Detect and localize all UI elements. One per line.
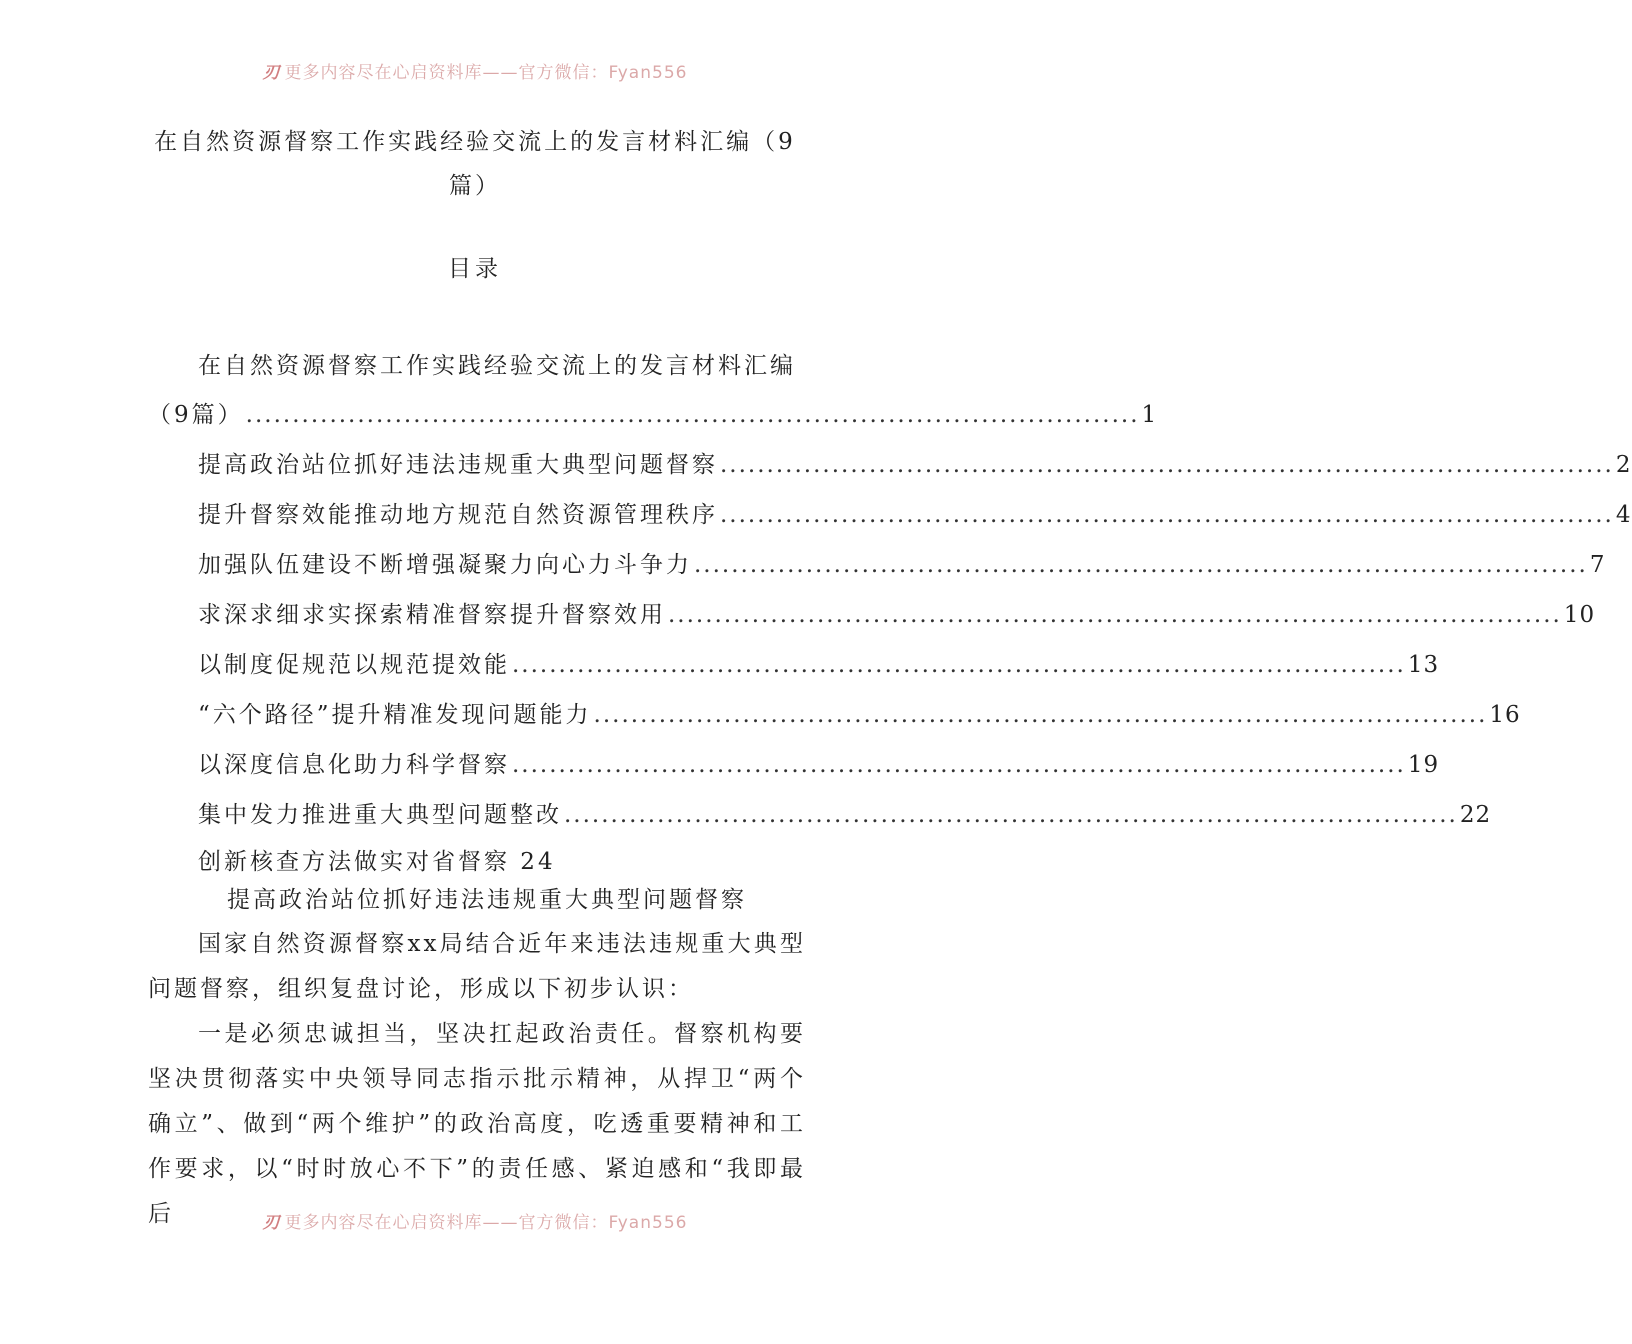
toc-entry-title: 以深度信息化助力科学督察: [198, 752, 510, 778]
watermark-logo: 刃: [262, 1213, 281, 1233]
toc-entry[interactable]: [148, 590, 1596, 640]
body-paragraph: 国家自然资源督察xx局结合近年来违法违规重大典型问题督察，组织复盘讨论，形成以下初步认识：: [148, 931, 806, 1002]
toc-leader-dots: ................................................................................................: [512, 752, 1406, 778]
document-title: 在自然资源督察工作实践经验交流上的发言材料汇编（9篇）: [154, 129, 796, 199]
toc-entry-page: 19: [1407, 752, 1440, 778]
toc-entry-title: 在自然资源督察工作实践经验交流上的发言材料汇编: [198, 353, 796, 379]
toc-leader-dots: ................................................................................................: [593, 702, 1488, 728]
toc-leader-dots: ................................................................................................: [668, 602, 1562, 628]
watermark-logo: 刃: [262, 63, 281, 83]
toc-entry[interactable]: [148, 640, 1440, 690]
toc-entry-title: 提升督察效能推动地方规范自然资源管理秩序: [198, 502, 718, 528]
toc-heading: 目录: [448, 256, 502, 282]
toc-entry-compilation[interactable]: [148, 342, 1158, 440]
toc-entry-page: 13: [1407, 652, 1440, 678]
watermark-footer: [0, 1208, 950, 1233]
toc-leader-dots: ................................................................................................: [245, 402, 1140, 428]
watermark-text: 更多内容尽在心启资料库——官方微信：Fyan556: [284, 63, 688, 83]
toc-entry-title-cont: （9篇）: [148, 402, 244, 428]
toc-entry[interactable]: [148, 790, 1492, 840]
body-paragraph: 一是必须忠诚担当，坚决扛起政治责任。督察机构要坚决贯彻落实中央领导同志指示批示精神，从捍卫“两个确立”、做到“两个维护”的政治高度，吃透重要精神和工作要求，以“时时放心不下”的责任感、紧迫感和“我即最后: [148, 1021, 806, 1227]
toc-entry[interactable]: [148, 740, 1440, 790]
toc-leader-dots: ................................................................................................: [720, 502, 1614, 528]
document-body: [148, 878, 806, 1237]
watermark-text: 更多内容尽在心启资料库——官方微信：Fyan556: [284, 1213, 688, 1233]
toc-entry-title: 集中发力推进重大典型问题整改: [198, 802, 562, 828]
toc-leader-dots: ................................................................................................: [694, 552, 1588, 578]
watermark-header: [0, 58, 950, 83]
toc-entry-page: 16: [1489, 702, 1521, 728]
toc-entry-title: 加强队伍建设不断增强凝聚力向心力斗争力: [198, 552, 692, 578]
toc-entry-page: 1: [1141, 402, 1158, 428]
toc-entry-page: 4: [1615, 502, 1632, 528]
toc-entry-last[interactable]: 创新核查方法做实对省督察 24: [198, 849, 556, 875]
section-title: 提高政治站位抓好违法违规重大典型问题督察: [227, 887, 747, 913]
toc-entry-page: 2: [1615, 452, 1632, 478]
toc-entry-title: “六个路径”提升精准发现问题能力: [198, 702, 592, 728]
toc-entry[interactable]: [148, 540, 1606, 590]
toc-leader-dots: ................................................................................................: [512, 652, 1406, 678]
toc-entry[interactable]: [148, 440, 1632, 490]
toc-entry-continuation: [148, 390, 1158, 440]
toc-entry-page: 10: [1563, 602, 1596, 628]
toc-entry[interactable]: [148, 690, 1521, 740]
toc-entry-title: 求深求细求实探索精准督察提升督察效用: [198, 602, 666, 628]
toc-entry-page: 7: [1589, 552, 1606, 578]
toc-entry-page: 22: [1459, 802, 1492, 828]
toc-entry-title: 以制度促规范以规范提效能: [198, 652, 510, 678]
table-of-contents: [148, 342, 1632, 884]
toc-entry-title: 提高政治站位抓好违法违规重大典型问题督察: [198, 452, 718, 478]
toc-entry[interactable]: [148, 490, 1632, 540]
toc-leader-dots: ................................................................................................: [720, 452, 1614, 478]
toc-leader-dots: ................................................................................................: [564, 802, 1458, 828]
